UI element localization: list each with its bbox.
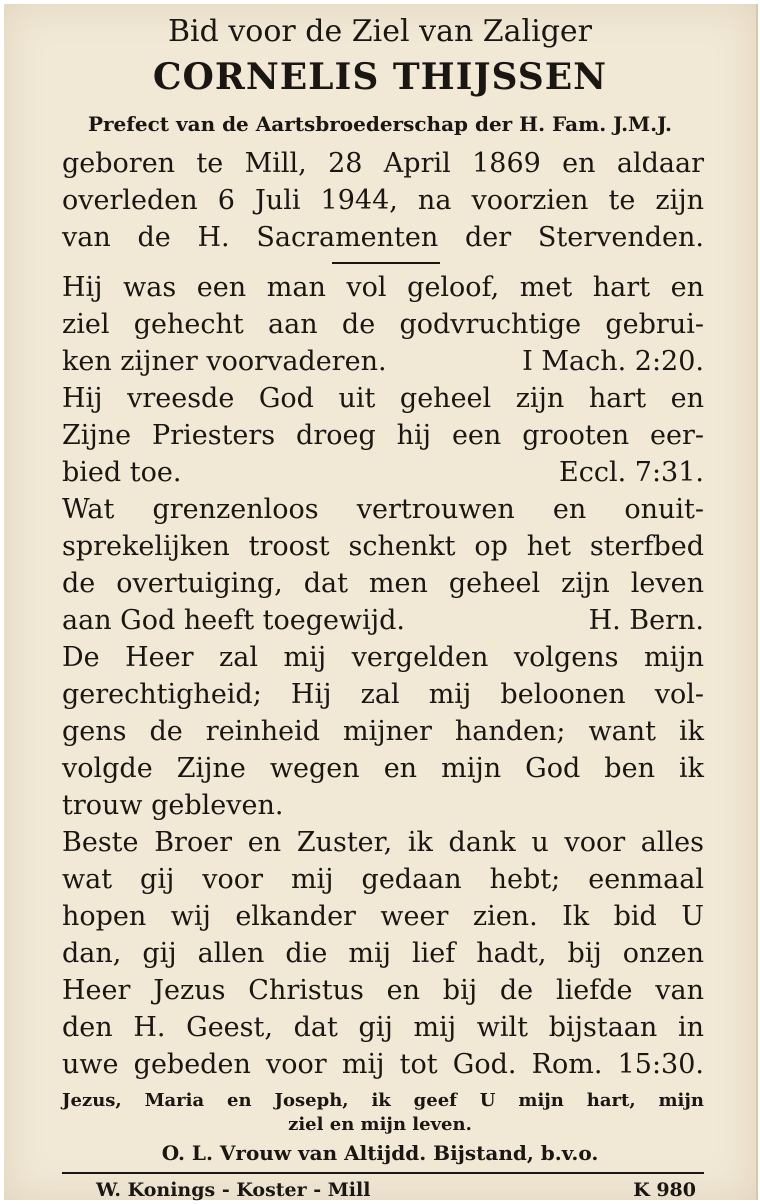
para3-line-4: aan God heeft toegewijd. — [62, 605, 405, 636]
printer-credit: W. Konings - Koster - Mill — [96, 1179, 371, 1201]
bio-line-1: geboren te Mill, 28 April 1869 en aldaar — [62, 148, 704, 179]
para4-line-3: gens de reinheid mijner handen; want ik — [62, 716, 704, 747]
header-divider — [332, 262, 440, 264]
prayer-line-1: Jezus, Maria en Joseph, ik geef U mijn hart, mijn — [62, 1090, 704, 1111]
intro-line: Bid voor de Ziel van Zaliger — [167, 14, 593, 49]
para5-line-6: den H. Geest, dat gij mij wilt bijstaan in — [62, 1012, 704, 1043]
print-code: K 980 — [633, 1179, 696, 1201]
para3-line-2: sprekelijken troost schenkt op het sterfbed — [62, 531, 704, 562]
para3-line-3: de overtuiging, dat men geheel zijn leven — [62, 568, 704, 599]
para1-line-2: ziel gehecht aan de godvruchtige gebrui- — [62, 309, 704, 340]
para4-line-2: gerechtigheid; Hij zal mij beloonen vol- — [62, 679, 704, 710]
para5-line-5: Heer Jezus Christus en bij de liefde van — [62, 975, 704, 1006]
para4-line-5: trouw gebleven. — [62, 790, 284, 821]
para5-line-7: uwe gebeden voor mij tot God. Rom. 15:30. — [62, 1049, 704, 1080]
para5-line-3: hopen wij elkander weer zien. Ik bid U — [62, 901, 704, 932]
scripture-ref-2: Eccl. 7:31. — [559, 457, 704, 488]
para5-line-1: Beste Broer en Zuster, ik dank u voor alles — [62, 827, 704, 858]
deceased-title: Prefect van de Aartsbroederschap der H. Fam. J.M.J. — [87, 112, 673, 136]
indulgence-line: O. L. Vrouw van Altijdd. Bijstand, b.v.o. — [161, 1141, 599, 1165]
deceased-name: CORNELIS THIJSSEN — [152, 56, 608, 98]
quote-source-3: H. Bern. — [588, 605, 704, 636]
para4-line-1: De Heer zal mij vergelden volgens mijn — [62, 642, 704, 673]
bio-line-3: van de H. Sacramenten der Stervenden. — [62, 222, 704, 253]
para2-line-3: bied toe. — [62, 457, 182, 488]
para2-line-1: Hij vreesde God uit geheel zijn hart en — [62, 383, 704, 414]
footer-divider — [62, 1172, 704, 1174]
para4-line-4: volgde Zijne wegen en mijn God ben ik — [62, 753, 704, 784]
memorial-card — [4, 4, 758, 1200]
para5-line-2: wat gij voor mij gedaan hebt; eenmaal — [62, 864, 704, 895]
bio-line-2: overleden 6 Juli 1944, na voorzien te zijn — [62, 185, 704, 216]
para1-line-1: Hij was een man vol geloof, met hart en — [62, 272, 704, 303]
scripture-ref-1: I Mach. 2:20. — [522, 346, 704, 377]
para1-line-3: ken zijner voorvaderen. — [62, 346, 387, 377]
para5-line-4: dan, gij allen die mij lief hadt, bij onzen — [62, 938, 704, 969]
para2-line-2: Zijne Priesters droeg hij een grooten eer- — [62, 420, 704, 451]
prayer-line-2: ziel en mijn leven. — [288, 1114, 472, 1135]
para3-line-1: Wat grenzenloos vertrouwen en onuit- — [62, 494, 704, 525]
